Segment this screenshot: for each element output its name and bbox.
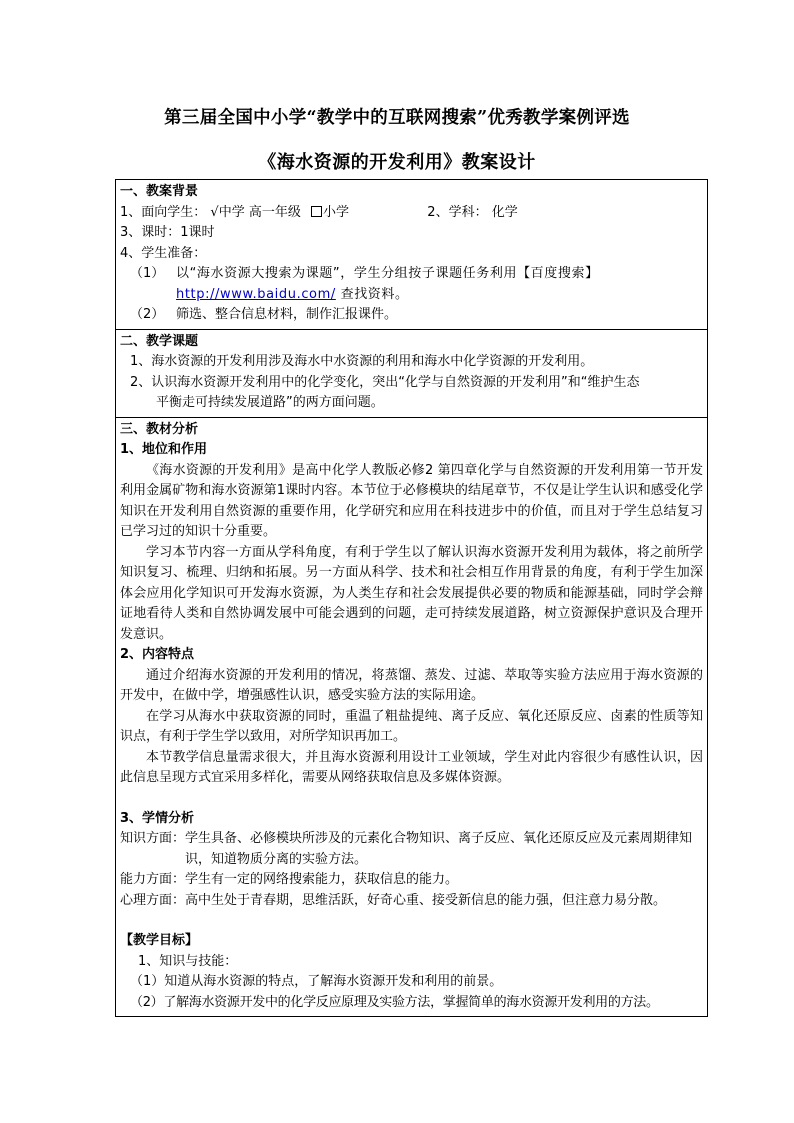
goal-item-1: （1）知道从海水资源的特点，了解海水资源开发和利用的前景。	[130, 974, 503, 989]
section-heading: 三、教材分析	[120, 421, 199, 437]
document-title-line1: 第三届全国中小学“教学中的互联网搜索”优秀教学案例评选	[164, 108, 630, 128]
subheading-learners: 3、学情分析	[120, 810, 195, 826]
middle-school-option: 中学 高一年级	[218, 204, 301, 220]
lesson-plan-table	[115, 179, 708, 1017]
topic-item-2a: 2、认识海水资源开发利用中的化学变化，突出“化学与自然资源的开发利用”和“维护生态	[130, 374, 640, 390]
primary-school-option: 小学	[323, 204, 350, 220]
paragraph: 在学习从海水中获取资源的同时，重温了粗盐提纯、离子反应、氧化还原反应、卤素的性质等知识点，有利于学生学以致用，对所学知识再加工。	[120, 708, 703, 744]
ability-row	[120, 870, 703, 891]
hours-line: 3、课时：1课时	[120, 225, 215, 240]
psych-row	[120, 891, 703, 912]
subject-label: 2、学科：	[427, 204, 488, 220]
subheading-position: 1、地位和作用	[120, 442, 208, 457]
prep-item-1-text: 以“海水资源大搜索为课题”，学生分组按子课题任务利用【百度搜索】	[176, 266, 599, 281]
psych-label: 心理方面：	[120, 892, 186, 908]
prep-item-2: （2） 筛选、整合信息材料，制作汇报课件。	[130, 307, 398, 322]
ability-label: 能力方面：	[120, 872, 186, 887]
paragraph: 学习本节内容一方面从学科角度，有利于学生以了解认识海水资源开发利用为载体，将之前所学知识复习、梳理、归纳和拓展。另一方面从科学、技术和社会相互作用背景的角度，有利于学生加深体会应用化学知识可开发海水资源，为人类生存和社会发展提供必要的物质和能源基础，同时学会辩证地看待人类和自然协调发展中可能会遇到的问题，走可持续发展道路，树立资源保护意识及合理开发意识。	[120, 544, 703, 642]
section-topic	[116, 329, 708, 417]
section-background	[116, 180, 708, 330]
knowledge-label: 知识方面：	[120, 831, 186, 846]
goal-item-2: （2）了解海水资源开发中的化学反应原理及实验方法，掌握简单的海水资源开发利用的方法。	[130, 994, 659, 1010]
check-mark-icon: √	[210, 204, 219, 220]
audience-label: 1、面向学生：	[120, 204, 207, 220]
psych-text: 高中生处于青春期，思维活跃，好奇心重、接受新信息的能力强，但注意力易分散。	[185, 892, 667, 908]
prep-item-1: （1） 以“海水资源大搜索为课题”，学生分组按子课题任务利用【百度搜索】 http://www.baidu.com/ 查找资料。	[130, 266, 599, 302]
knowledge-text: 学生具备、必修模块所涉及的元素化合物知识、离子反应、氧化还原反应及元素周期律知识，知道物质分离的实验方法。	[185, 831, 693, 867]
prep-item-1-tail: 查找资料。	[335, 286, 409, 302]
ability-text: 学生有一定的网络搜索能力，获取信息的能力。	[185, 872, 459, 887]
section-heading: 一、教案背景	[120, 184, 199, 199]
goal-subheading: 1、知识与技能：	[138, 953, 238, 969]
baidu-link[interactable]: http://www.baidu.com/	[176, 286, 336, 302]
goals-heading: 【教学目标】	[120, 933, 199, 948]
topic-item-2b: 平衡走可持续发展道路”的两方面问题。	[156, 395, 384, 410]
subheading-features: 2、内容特点	[120, 647, 195, 662]
knowledge-row	[120, 829, 703, 870]
subject-value: 化学	[491, 204, 518, 220]
document-title-line2: 《海水资源的开发利用》教案设计	[258, 152, 536, 173]
paragraph: 《海水资源的开发利用》是高中化学人教版必修2 第四章化学与自然资源的开发利用第一节开发利用金属矿物和海水资源第1课时内容。本节位于必修模块的结尾章节，不仅是让学生认识和感受化学知识在开发利用自然资源的重要作用，化学研究和应用在科技进步中的价值，而且对于学生总结复习已学习过的知识十分重要。	[120, 462, 703, 539]
paragraph: 本节教学信息量需求很大，并且海水资源利用设计工业领域，学生对此内容很少有感性认识，因此信息呈现方式宜采用多样化，需要从网络获取信息及多媒体资源。	[120, 749, 703, 785]
section-analysis	[116, 417, 708, 1017]
prep-label: 4、学生准备：	[120, 245, 207, 261]
topic-item-1: 1、海水资源的开发利用涉及海水中水资源的利用和海水中化学资源的开发利用。	[130, 354, 594, 369]
checkbox-icon	[311, 206, 322, 217]
audience-line	[120, 203, 703, 224]
paragraph: 通过介绍海水资源的开发利用的情况，将蒸馏、蒸发、过滤、萃取等实验方法应用于海水资源的开发中，在做中学，增强感性认识，感受实验方法的实际用途。	[120, 667, 703, 703]
section-heading: 二、教学课题	[120, 333, 199, 349]
